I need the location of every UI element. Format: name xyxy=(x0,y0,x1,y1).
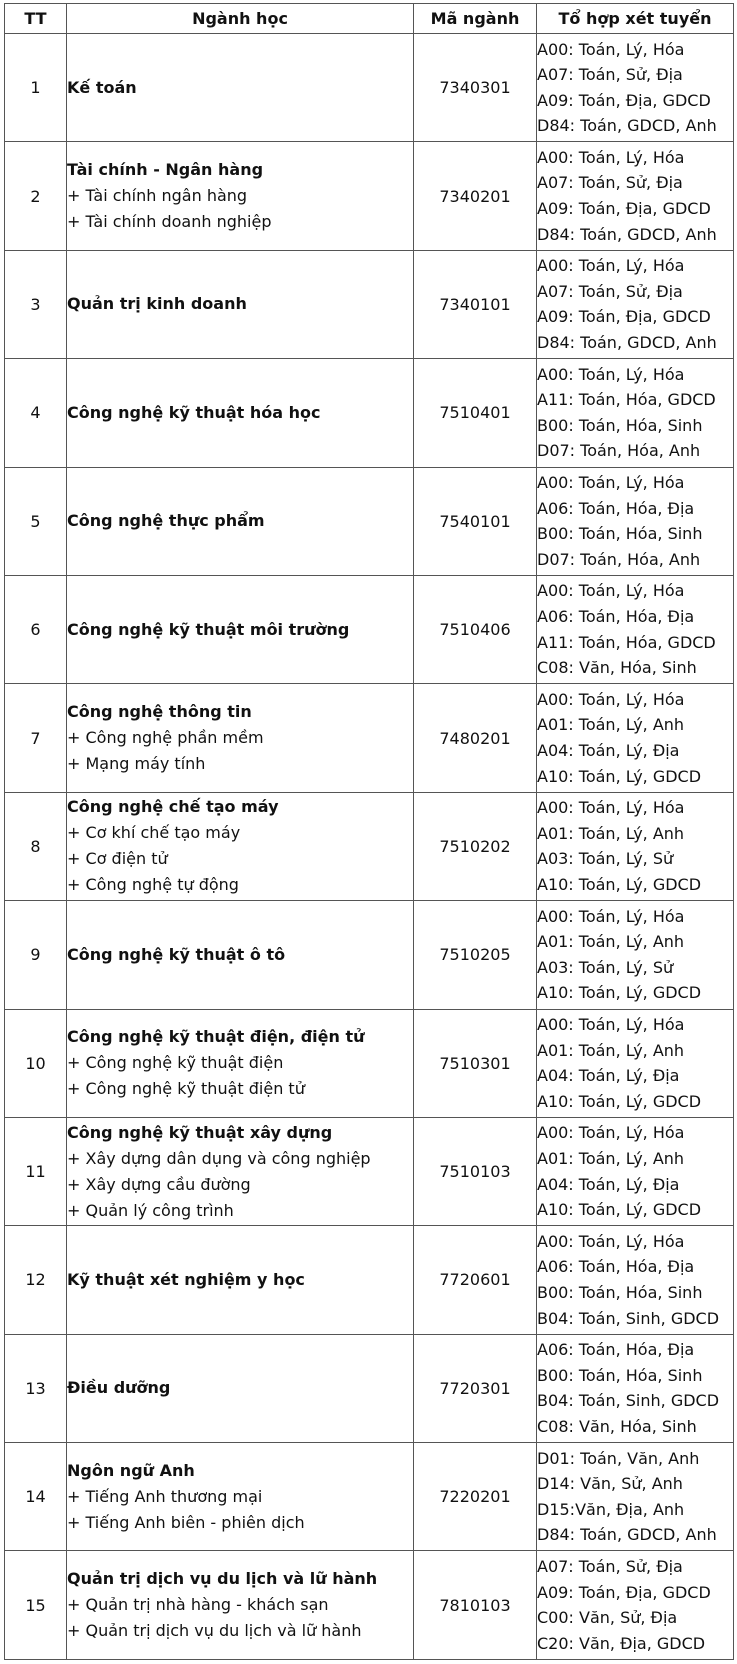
combination-item: A09: Toán, Địa, GDCD xyxy=(537,199,711,219)
combination-item: A01: Toán, Lý, Anh xyxy=(537,1149,685,1168)
row-number: 4 xyxy=(5,359,67,467)
major-cell xyxy=(67,684,414,792)
table-row xyxy=(5,1117,734,1225)
combination-item: A09: Toán, Địa, GDCD xyxy=(537,90,711,110)
row-number: 12 xyxy=(5,1226,67,1334)
combination-item: A00: Toán, Lý, Hóa xyxy=(537,798,685,818)
combination-item: A07: Toán, Sử, Địa xyxy=(537,173,683,193)
major-code: 7720601 xyxy=(414,1226,537,1334)
combination-item: D84: Toán, GDCD, Anh xyxy=(537,1525,717,1545)
combination-item: A10: Toán, Lý, GDCD xyxy=(537,1200,702,1220)
major-name: Công nghệ kỹ thuật môi trường xyxy=(67,619,350,639)
combination-item: A11: Toán, Hóa, GDCD xyxy=(537,390,716,410)
major-cell xyxy=(67,142,414,250)
major-name: Công nghệ chế tạo máy xyxy=(67,797,279,817)
combination-item: D01: Toán, Văn, Anh xyxy=(537,1448,700,1468)
combinations-cell xyxy=(537,1551,734,1660)
major-code: 7720301 xyxy=(414,1334,537,1442)
table-row xyxy=(5,1226,734,1334)
table-row xyxy=(5,1009,734,1117)
major-name: Ngôn ngữ Anh xyxy=(67,1460,195,1480)
combination-item: A00: Toán, Lý, Hóa xyxy=(537,39,685,59)
combination-item: A00: Toán, Lý, Hóa xyxy=(537,906,685,926)
major-name: Công nghệ kỹ thuật xây dựng xyxy=(67,1122,333,1142)
major-cell xyxy=(67,250,414,358)
combination-item: A00: Toán, Lý, Hóa xyxy=(537,147,685,167)
combination-item: D84: Toán, GDCD, Anh xyxy=(537,116,717,136)
header-major: Ngành học xyxy=(67,4,414,34)
combination-item: A01: Toán, Lý, Anh xyxy=(537,823,685,843)
combination-item: A00: Toán, Lý, Hóa xyxy=(537,364,685,384)
specialization-item: + Tiếng Anh thương mại xyxy=(67,1486,263,1506)
combination-item: C20: Văn, Địa, GDCD xyxy=(537,1633,706,1653)
row-number: 6 xyxy=(5,575,67,683)
major-code: 7340101 xyxy=(414,250,537,358)
major-cell xyxy=(67,1443,414,1551)
row-number: 3 xyxy=(5,250,67,358)
major-name: Công nghệ kỹ thuật hóa học xyxy=(67,402,321,422)
row-number: 5 xyxy=(5,467,67,575)
major-name: Công nghệ thông tin xyxy=(67,702,252,722)
combinations-cell xyxy=(537,142,734,250)
row-number: 9 xyxy=(5,901,67,1009)
combinations-cell xyxy=(537,467,734,575)
major-code: 7510301 xyxy=(414,1009,537,1117)
combinations-cell xyxy=(537,1009,734,1117)
combination-item: A00: Toán, Lý, Hóa xyxy=(537,1123,685,1143)
combination-item: A00: Toán, Lý, Hóa xyxy=(537,581,685,601)
combination-item: D07: Toán, Hóa, Anh xyxy=(537,549,701,569)
table-row xyxy=(5,575,734,683)
combinations-cell xyxy=(537,575,734,683)
combination-item: A10: Toán, Lý, GDCD xyxy=(537,983,702,1003)
combination-item: A06: Toán, Hóa, Địa xyxy=(537,607,695,627)
major-cell xyxy=(67,1117,414,1225)
combination-item: A06: Toán, Hóa, Địa xyxy=(537,498,695,518)
combinations-cell xyxy=(537,684,734,792)
combination-item: A10: Toán, Lý, GDCD xyxy=(537,1091,702,1111)
combinations-cell xyxy=(537,34,734,142)
combination-item: A01: Toán, Lý, Anh xyxy=(537,715,685,735)
table-row xyxy=(5,901,734,1009)
combination-item: C08: Văn, Hóa, Sinh xyxy=(537,658,697,678)
combinations-cell xyxy=(537,1226,734,1334)
major-name: Quản trị dịch vụ du lịch và lữ hành xyxy=(67,1569,378,1589)
table-row xyxy=(5,1443,734,1551)
major-cell xyxy=(67,1226,414,1334)
combination-item: A00: Toán, Lý, Hóa xyxy=(537,256,685,276)
combination-item: A06: Toán, Hóa, Địa xyxy=(537,1340,695,1360)
combination-item: A10: Toán, Lý, GDCD xyxy=(537,766,702,786)
major-name: Kỹ thuật xét nghiệm y học xyxy=(67,1269,305,1289)
row-number: 2 xyxy=(5,142,67,250)
major-code: 7340201 xyxy=(414,142,537,250)
admission-table xyxy=(4,3,734,1660)
major-name: Quản trị kinh doanh xyxy=(67,294,247,314)
table-body xyxy=(5,34,734,1660)
major-cell xyxy=(67,359,414,467)
combination-item: B04: Toán, Sinh, GDCD xyxy=(537,1391,720,1411)
specialization-item: + Quản trị dịch vụ du lịch và lữ hành xyxy=(67,1621,362,1641)
combination-item: B04: Toán, Sinh, GDCD xyxy=(537,1308,720,1328)
major-code: 7510103 xyxy=(414,1117,537,1225)
major-name: Công nghệ thực phẩm xyxy=(67,511,265,531)
specialization-item: + Cơ khí chế tạo máy xyxy=(67,823,241,843)
specialization-item: + Tài chính ngân hàng xyxy=(67,186,248,206)
combination-item: C00: Văn, Sử, Địa xyxy=(537,1608,678,1628)
row-number: 13 xyxy=(5,1334,67,1442)
specialization-item: + Công nghệ kỹ thuật điện xyxy=(67,1053,284,1073)
specialization-item: + Quản trị nhà hàng - khách sạn xyxy=(67,1595,329,1615)
major-code: 7510406 xyxy=(414,575,537,683)
specialization-item: + Tiếng Anh biên - phiên dịch xyxy=(67,1512,305,1532)
combination-item: D07: Toán, Hóa, Anh xyxy=(537,441,701,461)
major-cell xyxy=(67,1334,414,1442)
major-code: 7340301 xyxy=(414,34,537,142)
combination-item: A00: Toán, Lý, Hóa xyxy=(537,1231,685,1251)
combination-item: A11: Toán, Hóa, GDCD xyxy=(537,632,716,652)
specialization-item: + Cơ điện tử xyxy=(67,849,168,869)
table-row xyxy=(5,250,734,358)
combination-item: B00: Toán, Hóa, Sinh xyxy=(537,524,703,544)
row-number: 10 xyxy=(5,1009,67,1117)
table-row xyxy=(5,1334,734,1442)
table-row xyxy=(5,1551,734,1660)
row-number: 7 xyxy=(5,684,67,792)
specialization-item: + Quản lý công trình xyxy=(67,1200,234,1220)
major-cell xyxy=(67,575,414,683)
major-cell xyxy=(67,1009,414,1117)
major-cell xyxy=(67,34,414,142)
combination-item: A03: Toán, Lý, Sử xyxy=(537,849,674,869)
major-cell xyxy=(67,467,414,575)
table-row xyxy=(5,142,734,250)
major-code: 7220201 xyxy=(414,1443,537,1551)
header-row xyxy=(5,4,734,34)
combination-item: B00: Toán, Hóa, Sinh xyxy=(537,1282,703,1302)
combination-item: A06: Toán, Hóa, Địa xyxy=(537,1257,695,1277)
table-row xyxy=(5,792,734,900)
major-code: 7510202 xyxy=(414,792,537,900)
combination-item: A01: Toán, Lý, Anh xyxy=(537,1040,685,1060)
major-name: Công nghệ kỹ thuật điện, điện tử xyxy=(67,1027,365,1047)
combinations-cell xyxy=(537,359,734,467)
major-name: Tài chính - Ngân hàng xyxy=(67,160,264,180)
major-name: Công nghệ kỹ thuật ô tô xyxy=(67,944,286,964)
major-cell xyxy=(67,1551,414,1660)
combination-item: C08: Văn, Hóa, Sinh xyxy=(537,1416,697,1436)
specialization-item: + Công nghệ kỹ thuật điện tử xyxy=(67,1079,305,1099)
combination-item: A04: Toán, Lý, Địa xyxy=(537,741,680,761)
table-row xyxy=(5,467,734,575)
header-tt: TT xyxy=(5,4,67,34)
combination-item: A09: Toán, Địa, GDCD xyxy=(537,1582,711,1602)
specialization-item: + Công nghệ phần mềm xyxy=(67,728,264,748)
major-cell xyxy=(67,901,414,1009)
major-code: 7480201 xyxy=(414,684,537,792)
header-combinations: Tổ hợp xét tuyển xyxy=(537,4,734,34)
table-row xyxy=(5,359,734,467)
combination-item: A00: Toán, Lý, Hóa xyxy=(537,1015,685,1035)
combination-item: D14: Văn, Sử, Anh xyxy=(537,1474,683,1494)
combination-item: B00: Toán, Hóa, Sinh xyxy=(537,1365,703,1385)
combination-item: D84: Toán, GDCD, Anh xyxy=(537,333,717,353)
combination-item: A04: Toán, Lý, Địa xyxy=(537,1174,680,1194)
combination-item: A10: Toán, Lý, GDCD xyxy=(537,875,702,895)
combinations-cell xyxy=(537,1334,734,1442)
major-cell xyxy=(67,792,414,900)
specialization-item: + Công nghệ tự động xyxy=(67,875,239,895)
major-code: 7510401 xyxy=(414,359,537,467)
combination-item: D15:Văn, Địa, Anh xyxy=(537,1499,685,1519)
combinations-cell xyxy=(537,1443,734,1551)
combination-item: A01: Toán, Lý, Anh xyxy=(537,932,685,952)
combination-item: A07: Toán, Sử, Địa xyxy=(537,1557,683,1577)
combination-item: D84: Toán, GDCD, Anh xyxy=(537,224,717,244)
combination-item: B00: Toán, Hóa, Sinh xyxy=(537,415,703,435)
specialization-item: + Xây dựng dân dụng và công nghiệp xyxy=(67,1148,371,1168)
combinations-cell xyxy=(537,1117,734,1225)
specialization-item: + Xây dựng cầu đường xyxy=(67,1174,251,1194)
major-code: 7540101 xyxy=(414,467,537,575)
specialization-item: + Mạng máy tính xyxy=(67,754,206,774)
header-code: Mã ngành xyxy=(414,4,537,34)
combinations-cell xyxy=(537,250,734,358)
major-code: 7810103 xyxy=(414,1551,537,1660)
major-name: Kế toán xyxy=(67,77,137,97)
combination-item: A03: Toán, Lý, Sử xyxy=(537,957,674,977)
row-number: 15 xyxy=(5,1551,67,1660)
combinations-cell xyxy=(537,901,734,1009)
combination-item: A07: Toán, Sử, Địa xyxy=(537,65,683,85)
row-number: 8 xyxy=(5,792,67,900)
row-number: 14 xyxy=(5,1443,67,1551)
combinations-cell xyxy=(537,792,734,900)
combination-item: A04: Toán, Lý, Địa xyxy=(537,1066,680,1086)
specialization-item: + Tài chính doanh nghiệp xyxy=(67,212,272,232)
combination-item: A00: Toán, Lý, Hóa xyxy=(537,473,685,493)
row-number: 1 xyxy=(5,34,67,142)
major-code: 7510205 xyxy=(414,901,537,1009)
combination-item: A07: Toán, Sử, Địa xyxy=(537,281,683,301)
combination-item: A09: Toán, Địa, GDCD xyxy=(537,307,711,327)
row-number: 11 xyxy=(5,1117,67,1225)
major-name: Điều dưỡng xyxy=(67,1378,171,1398)
combination-item: A00: Toán, Lý, Hóa xyxy=(537,689,685,709)
table-row xyxy=(5,34,734,142)
table-row xyxy=(5,684,734,792)
